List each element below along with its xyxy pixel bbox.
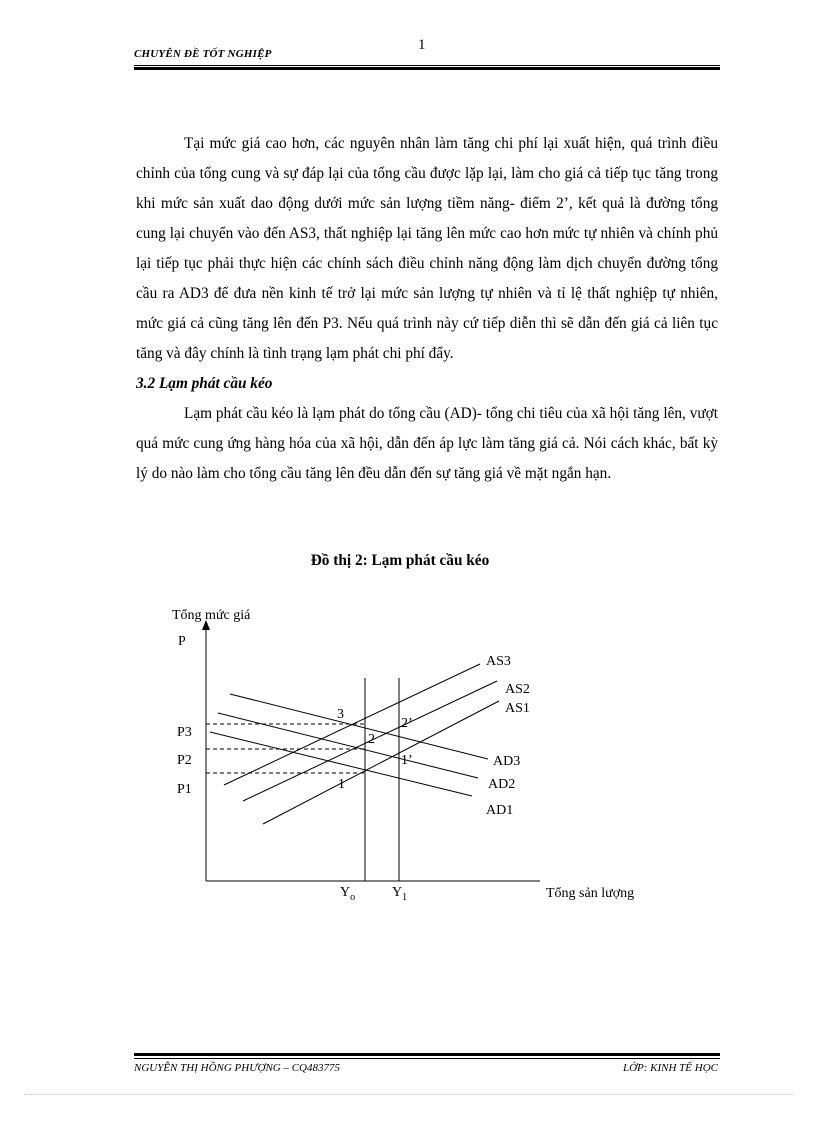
paragraph-2: Lạm phát cầu kéo là lạm phát do tổng cầu (AD)- tổng chi tiêu của xã hội tăng lên, vượt quá mức cung ứng hàng hóa của xã hội, dẫn đến áp lực làm tăng giá cả. Nói cách khác, bất kỳ lý do nào làm cho tổng cầu tăng lên đều dẫn đến sự tăng giá về mặt ngắn hạn. [136,405,718,482]
ad3-label: AD3 [493,754,521,769]
footer-rule-thin [134,1058,720,1059]
x-axis-label: Tổng sản lượng [546,886,635,901]
p3-label: P3 [177,725,192,740]
figure-caption: Đồ thị 2: Lạm phát cầu kéo [310,552,490,569]
point-1prime-label: 1’ [401,753,413,768]
body-text [136,129,718,489]
y-axis-symbol: P [178,634,186,649]
ad2-curve [218,713,478,778]
section-heading: 3.2 Lạm phát cầu kéo [136,375,273,392]
demand-pull-chart [150,598,670,908]
point-3-label: 3 [337,707,344,722]
footer-author: NGUYỄN THỊ HỒNG PHƯỢNG – CQ483775 [134,1062,341,1074]
footer-rule-thick [134,1053,720,1056]
p1-label: P1 [177,782,192,797]
header-rule-thick [134,67,720,70]
as1-curve [263,701,499,824]
point-2-label: 2 [368,732,375,747]
y1-label: $Y_1$ [392,885,408,903]
y-axis-label: Tổng mức giá [172,608,251,623]
page-bottom-dotted-line [24,1094,794,1095]
footer-class: LỚP: KINH TẾ HỌC [622,1062,718,1074]
as2-label: AS2 [505,682,530,697]
header-rule-thin [134,65,720,66]
p2-label: P2 [177,753,192,768]
as1-label: AS1 [505,701,530,716]
ad1-label: AD1 [486,803,514,818]
point-1-label: 1 [338,777,345,792]
paragraph-1: Tại mức giá cao hơn, các nguyên nhân làm tăng chi phí lại xuất hiện, quá trình điều chỉnh của tổng cung và sự đáp lại của tổng cầu được lặp lại, làm cho giá cả tiếp tục tăng trong khi mức sản xuất dao động dưới mức sản lượng tiềm năng- điểm 2’, kết quả là đường tổng cung lại chuyển vào đến AS3, thất nghiệp lại tăng lên mức cao hơn mức tự nhiên và chính phủ lại tiếp tục phải thực hiện các chính sách điều chỉnh năng động làm dịch chuyển đường tổng cầu ra AD3 để đưa nền kinh tế trở lại mức sản lượng tự nhiên và tỉ lệ thất nghiệp tự nhiên, mức giá cả cũng tăng lên đến P3. Nếu quá trình này cứ tiếp diễn thì sẽ dẫn đến giá cả liên tục tăng và đây chính là tình trạng lạm phát chi phí đẩy. [136,135,718,362]
point-2prime-label: 2’ [401,716,413,731]
y0-label: $Y_o$ [340,885,356,903]
page-number: 1 [418,37,426,53]
as3-label: AS3 [486,654,511,669]
header-title: CHUYÊN ĐỀ TỐT NGHIỆP [134,48,272,60]
ad2-label: AD2 [488,777,516,792]
